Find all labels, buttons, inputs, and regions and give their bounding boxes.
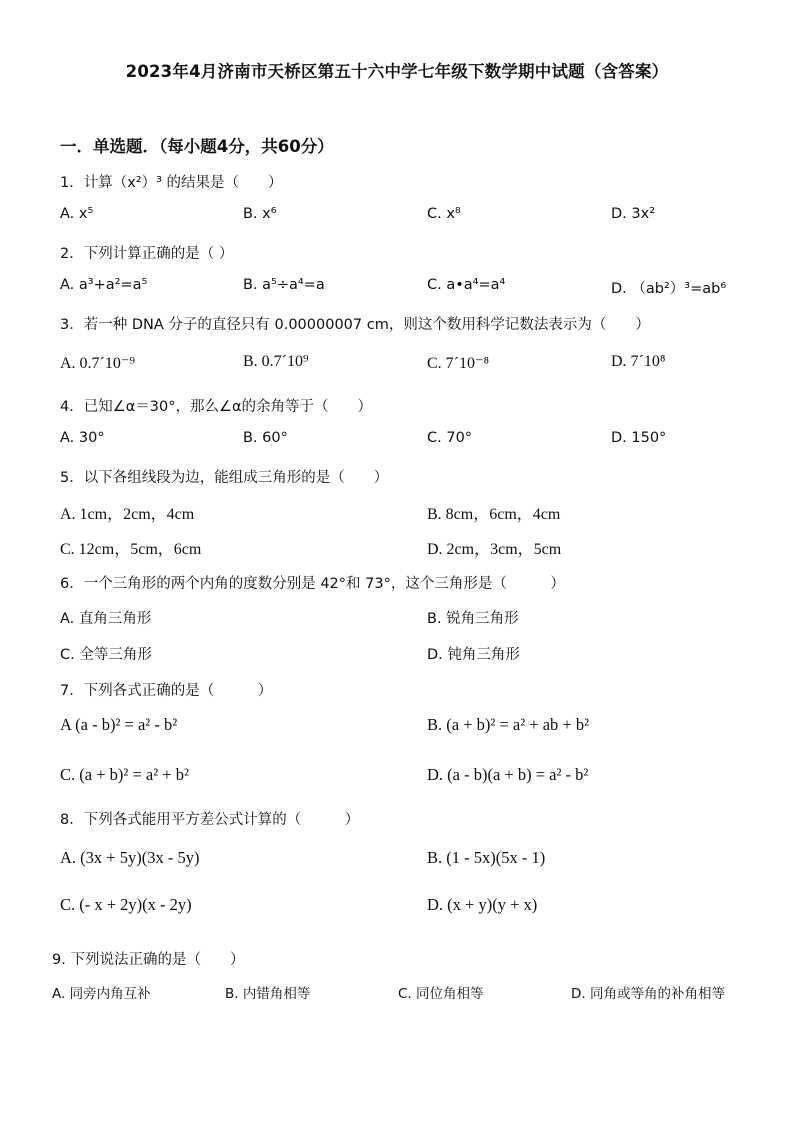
- section-heading: 一．单选题．（每小题4分，共60分）: [60, 137, 334, 156]
- question-8-option-c: C. (- x + 2y)(x - 2y): [60, 895, 192, 914]
- question-5-option-c: C. 12cm，5cm，6cm: [60, 541, 202, 558]
- question-1-stem: 1．计算（x²）³ 的结果是（ ）: [60, 175, 283, 191]
- question-4-option-a: A. 30°: [60, 430, 105, 446]
- question-4-option-b: B. 60°: [243, 430, 288, 446]
- question-2-option-c: C. a•a⁴=a⁴: [427, 277, 506, 293]
- question-2-stem: 2．下列计算正确的是（ ）: [60, 246, 234, 262]
- question-9-option-c: C. 同位角相等: [398, 986, 484, 1002]
- question-1-option-a: A. x⁵: [60, 206, 94, 222]
- question-5-option-d: D. 2cm，3cm，5cm: [427, 541, 562, 558]
- question-9-option-b: B. 内错角相等: [225, 986, 311, 1002]
- question-6-option-d: D. 钝角三角形: [427, 647, 520, 663]
- question-8-stem: 8．下列各式能用平方差公式计算的（ ）: [60, 812, 360, 828]
- question-1-option-c: C. x⁸: [427, 206, 461, 222]
- question-6-option-a: A. 直角三角形: [60, 611, 152, 627]
- question-2-option-a: A. a³+a²=a⁵: [60, 277, 148, 293]
- question-1-option-b: B. x⁶: [243, 206, 277, 222]
- question-7-option-a: A (a - b)² = a² - b²: [60, 715, 178, 734]
- question-3-option-d: D. 7´10⁸: [611, 353, 666, 370]
- question-3-option-c: C. 7´10⁻⁸: [427, 355, 490, 372]
- question-5-stem: 5．以下各组线段为边，能组成三角形的是（ ）: [60, 470, 389, 486]
- question-9-option-a: A. 同旁内角互补: [52, 986, 151, 1002]
- question-9-stem: 9. 下列说法正确的是（ ）: [52, 952, 245, 968]
- question-3-stem: 3．若一种 DNA 分子的直径只有 0.00000007 cm，则这个数用科学记数法表示为（ ）: [60, 317, 650, 333]
- question-8-option-d: D. (x + y)(y + x): [427, 895, 538, 914]
- question-8-option-a: A. (3x + 5y)(3x - 5y): [60, 848, 200, 867]
- question-3-option-a: A. 0.7´10⁻⁹: [60, 355, 135, 372]
- question-4-option-c: C. 70°: [427, 430, 473, 446]
- question-3-option-b: B. 0.7´10⁹: [243, 353, 309, 370]
- question-7-option-b: B. (a + b)² = a² + ab + b²: [427, 715, 590, 734]
- question-2-option-d: D. （ab²）³=ab⁶: [611, 281, 727, 297]
- question-9-option-d: D. 同角或等角的补角相等: [571, 986, 725, 1002]
- question-4-stem: 4．已知∠α＝30°，那么∠α的余角等于（ ）: [60, 399, 373, 415]
- question-4-option-d: D. 150°: [611, 430, 667, 446]
- question-1-option-d: D. 3x²: [611, 206, 656, 222]
- question-5-option-a: A. 1cm，2cm，4cm: [60, 506, 195, 523]
- question-5-option-b: B. 8cm，6cm，4cm: [427, 506, 561, 523]
- question-2-option-b: B. a⁵÷a⁴=a: [243, 277, 325, 293]
- question-7-stem: 7．下列各式正确的是（ ）: [60, 683, 273, 699]
- question-7-option-c: C. (a + b)² = a² + b²: [60, 765, 189, 784]
- page-title: 2023年4月济南市天桥区第五十六中学七年级下数学期中试题（含答案）: [125, 62, 669, 81]
- question-6-stem: 6．一个三角形的两个内角的度数分别是 42°和 73°，这个三角形是（ ）: [60, 576, 565, 592]
- question-8-option-b: B. (1 - 5x)(5x - 1): [427, 848, 546, 867]
- question-6-option-c: C. 全等三角形: [60, 647, 152, 663]
- question-6-option-b: B. 锐角三角形: [427, 611, 519, 627]
- question-7-option-d: D. (a - b)(a + b) = a² - b²: [427, 765, 589, 784]
